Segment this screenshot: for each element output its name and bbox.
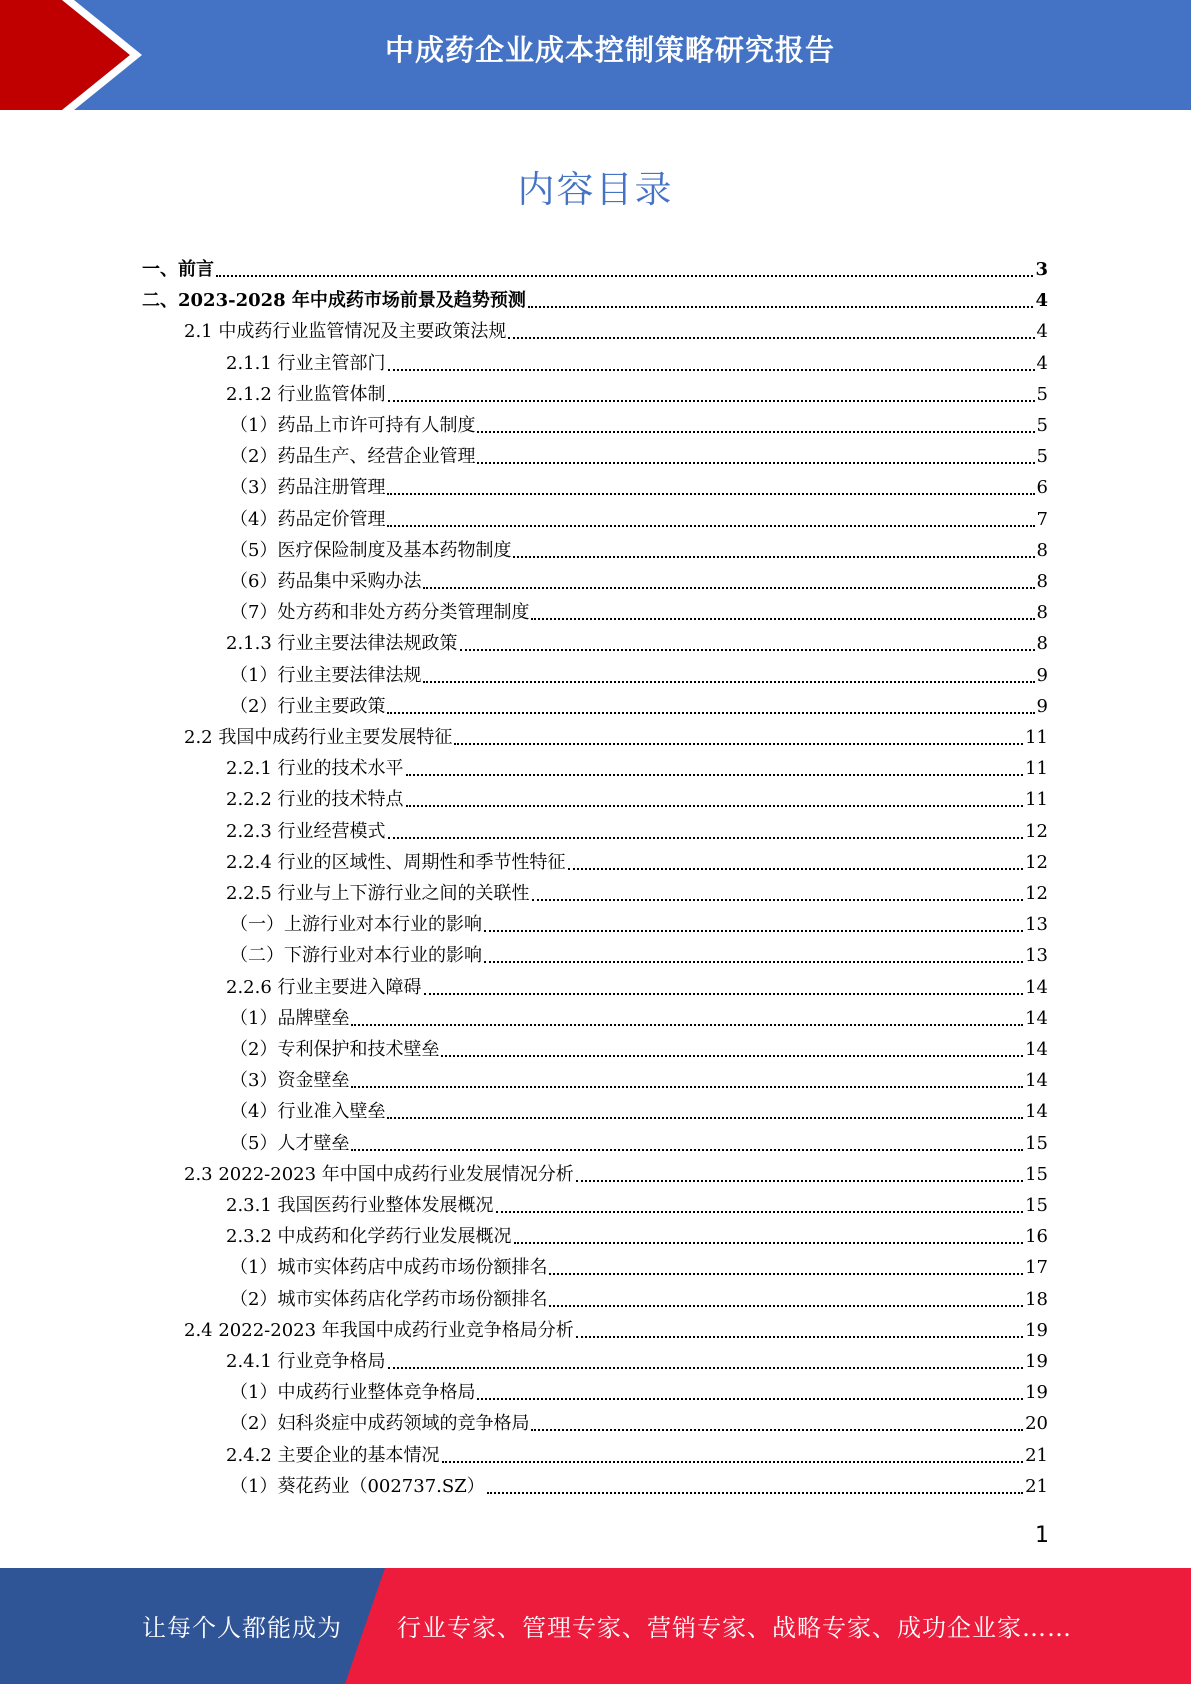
toc-entry-label: （3）药品注册管理 [230,477,386,499]
toc-entry[interactable] [226,816,1048,847]
toc-entry[interactable] [230,691,1048,722]
toc-dot-leader [576,1336,1023,1338]
toc-entry-label: 二、2023-2028 年中成药市场前景及趋势预测 [142,290,526,312]
toc-entry-label: 2.2.6 行业主要进入障碍 [226,976,422,998]
toc-entry-label: 2.1.3 行业主要法律法规政策 [226,633,458,655]
page-number: 1 [1035,1523,1049,1548]
toc-entry-page: 14 [1025,1101,1048,1123]
toc-entry-page: 19 [1025,1382,1048,1404]
toc-entry-page: 8 [1036,602,1048,624]
toc-entry[interactable] [142,285,1048,316]
toc-entry[interactable] [226,628,1048,659]
toc-entry[interactable] [226,348,1048,379]
toc-entry[interactable] [230,535,1048,566]
toc-dot-leader [549,1305,1023,1307]
toc-entry-page: 7 [1036,508,1048,530]
toc-dot-leader [454,743,1023,745]
toc-entry[interactable] [226,1346,1048,1377]
toc-entry[interactable] [230,940,1048,971]
toc-entry-page: 21 [1025,1475,1048,1497]
toc-entry-page: 15 [1025,1163,1048,1185]
toc-entry[interactable] [230,410,1048,441]
toc-entry-page: 13 [1025,945,1048,967]
toc-entry-page: 11 [1025,727,1048,748]
toc-entry-label: 2.1 中成药行业监管情况及主要政策法规 [184,321,507,343]
footer-slogan-right: 行业专家、管理专家、营销专家、战略专家、成功企业家…… [397,1614,1072,1642]
toc-entry-label: （1）行业主要法律法规 [230,664,422,686]
toc-entry-page: 14 [1025,1039,1048,1060]
toc-dot-leader [387,712,1034,714]
toc-entry[interactable] [230,441,1048,472]
toc-entry-label: （7）处方药和非处方药分类管理制度 [230,602,530,624]
toc-entry[interactable] [230,1096,1048,1127]
toc-entry-label: （4）行业准入壁垒 [230,1101,386,1123]
toc-entry-label: 2.3 2022-2023 年中国中成药行业发展情况分析 [184,1163,574,1185]
report-title: 中成药企业成本控制策略研究报告 [384,33,835,67]
toc-entry-page: 11 [1025,758,1048,780]
toc-entry-page: 19 [1025,1319,1048,1341]
toc-entry-label: （2）城市实体药店化学药市场份额排名 [230,1288,548,1310]
toc-dot-leader [388,1367,1024,1369]
toc-entry[interactable] [184,722,1048,753]
toc-dot-leader [460,649,1035,651]
toc-dot-leader [441,1055,1023,1057]
toc-dot-leader [513,556,1034,558]
toc-entry-label: （2）专利保护和技术壁垒 [230,1039,440,1060]
toc-dot-leader [487,1492,1023,1494]
toc-entry-page: 15 [1025,1132,1048,1154]
toc-entry[interactable] [226,1221,1048,1252]
toc-dot-leader [351,1149,1023,1151]
toc-entry-page: 12 [1025,883,1048,904]
toc-entry-page: 9 [1036,695,1048,717]
toc-entry-page: 8 [1036,539,1048,561]
toc-entry-label: 2.4.1 行业竞争格局 [226,1351,386,1372]
toc-entry-label: 2.2.5 行业与上下游行业之间的关联性 [226,883,530,904]
toc-entry-page: 4 [1035,290,1048,312]
toc-dot-leader [423,681,1034,683]
toc-entry-label: 2.2.4 行业的区域性、周期性和季节性特征 [226,851,566,873]
toc-entry-page: 17 [1025,1257,1048,1279]
toc-entry-label: （2）行业主要政策 [230,695,386,717]
toc-entry-label: （3）资金壁垒 [230,1070,350,1092]
toc-entry-page: 14 [1025,976,1048,998]
toc-entry-page: 5 [1036,415,1048,436]
toc-entry-label: （二）下游行业对本行业的影响 [230,945,482,967]
toc-entry[interactable] [226,972,1048,1003]
toc-dot-leader [514,1242,1024,1244]
toc-dot-leader [496,1211,1024,1213]
toc-entry[interactable] [230,504,1048,535]
toc-dot-leader [477,462,1034,464]
toc-entry-label: （6）药品集中采购办法 [230,571,422,592]
toc-heading: 内容目录 [517,168,674,211]
toc-dot-leader [531,618,1034,620]
toc-entry-label: 2.2.1 行业的技术水平 [226,758,404,780]
toc-entry[interactable] [230,1284,1048,1315]
toc-entry-page: 19 [1025,1351,1048,1372]
toc-entry[interactable] [230,566,1048,597]
toc-entry-label: （1）葵花药业（002737.SZ） [230,1475,485,1497]
toc-entry[interactable] [230,1065,1048,1096]
toc-entry[interactable] [230,1377,1048,1408]
toc-entry[interactable] [230,909,1048,940]
toc-dot-leader [484,930,1023,932]
toc-entry-page: 14 [1025,1007,1048,1029]
toc-entry[interactable] [230,1003,1048,1034]
toc-entry-page: 3 [1035,259,1048,280]
toc-entry-page: 14 [1025,1070,1048,1092]
toc-entry-label: 2.3.1 我国医药行业整体发展概况 [226,1195,494,1216]
toc-dot-leader [351,1024,1023,1026]
toc-entry-page: 21 [1025,1444,1048,1466]
toc-entry-label: （4）药品定价管理 [230,508,386,530]
toc-dot-leader [387,493,1034,495]
toc-entry-page: 18 [1025,1288,1048,1310]
toc-entry[interactable] [184,1159,1048,1190]
footer-slogan-left: 让每个人都能成为 [142,1614,342,1642]
toc-entry-label: （2）药品生产、经营企业管理 [230,446,476,468]
toc-entry-label: （1）中成药行业整体竞争格局 [230,1382,476,1404]
toc-entry-page: 11 [1025,789,1048,811]
page-footer [0,1568,1191,1684]
toc-dot-leader [532,899,1024,901]
toc-dot-leader [531,1429,1023,1431]
toc-dot-leader [388,400,1035,402]
toc-entry-page: 20 [1025,1413,1048,1435]
toc-entry-page: 12 [1025,820,1048,842]
toc-dot-leader [508,337,1034,339]
toc-entry-label: 2.1.2 行业监管体制 [226,383,386,405]
toc-entry-label: 2.2.3 行业经营模式 [226,820,386,842]
toc-entry-label: （2）妇科炎症中成药领域的竞争格局 [230,1413,530,1435]
toc-dot-leader [351,1086,1023,1088]
toc-entry-page: 12 [1025,851,1048,873]
toc-entry-page: 4 [1036,352,1048,374]
toc-entry[interactable] [142,254,1048,285]
toc-entry-page: 15 [1025,1195,1048,1216]
toc-entry-label: 2.2 我国中成药行业主要发展特征 [184,727,453,748]
toc-entry[interactable] [230,472,1048,503]
toc-entry-label: （5）医疗保险制度及基本药物制度 [230,539,512,561]
toc-entry[interactable] [230,1128,1048,1159]
toc-dot-leader [387,525,1034,527]
toc-dot-leader [387,1117,1023,1119]
toc-entry-label: 2.2.2 行业的技术特点 [226,789,404,811]
toc-entry[interactable] [230,1408,1048,1439]
toc-entry[interactable] [230,1034,1048,1065]
toc-entry[interactable] [226,753,1048,784]
toc-entry-label: （1）药品上市许可持有人制度 [230,415,476,436]
toc-entry[interactable] [230,1471,1048,1502]
toc-entry-page: 5 [1036,383,1048,405]
toc-entry[interactable] [230,1252,1048,1283]
toc-entry[interactable] [226,784,1048,815]
toc-entry-label: （1）城市实体药店中成药市场份额排名 [230,1257,548,1279]
toc-entry-label: 2.4.2 主要企业的基本情况 [226,1444,440,1466]
toc-entry-page: 8 [1036,633,1048,655]
toc-dot-leader [484,961,1023,963]
toc-entry-page: 13 [1025,914,1048,936]
toc-entry-page: 6 [1036,477,1048,499]
toc-entry-label: 一、前言 [142,259,214,280]
toc-dot-leader [442,1461,1024,1463]
toc-dot-leader [477,431,1034,433]
toc-entry[interactable] [226,847,1048,878]
toc-dot-leader [549,1273,1023,1275]
toc-entry-label: （5）人才壁垒 [230,1132,350,1154]
toc-dot-leader [477,1398,1023,1400]
toc-entry-label: 2.1.1 行业主管部门 [226,352,386,374]
toc-entry-page: 5 [1036,446,1048,468]
toc-entry[interactable] [226,379,1048,410]
toc-dot-leader [424,993,1024,995]
toc-dot-leader [406,774,1024,776]
toc-dot-leader [528,306,1034,308]
toc-entry-label: （一）上游行业对本行业的影响 [230,914,482,936]
toc-dot-leader [423,587,1034,589]
toc-entry[interactable] [226,1440,1048,1471]
toc-dot-leader [388,369,1035,371]
toc-entry[interactable] [230,660,1048,691]
toc-dot-leader [576,1180,1023,1182]
toc-dot-leader [406,805,1024,807]
toc-dot-leader [216,275,1033,277]
toc-entry-label: （1）品牌壁垒 [230,1007,350,1029]
toc-entry-page: 16 [1025,1226,1048,1248]
toc-entry[interactable] [184,316,1048,347]
page-header [0,0,1191,110]
toc-entry[interactable] [230,597,1048,628]
toc-dot-leader [388,837,1024,839]
toc-entry[interactable] [184,1315,1048,1346]
toc-entry[interactable] [226,878,1048,909]
toc-entry-page: 8 [1036,571,1048,592]
toc-entry-label: 2.4 2022-2023 年我国中成药行业竞争格局分析 [184,1319,574,1341]
toc-entry[interactable] [226,1190,1048,1221]
toc-entry-page: 9 [1036,664,1048,686]
toc-entry-page: 4 [1036,321,1048,343]
toc-entry-label: 2.3.2 中成药和化学药行业发展概况 [226,1226,512,1248]
toc-dot-leader [568,868,1024,870]
